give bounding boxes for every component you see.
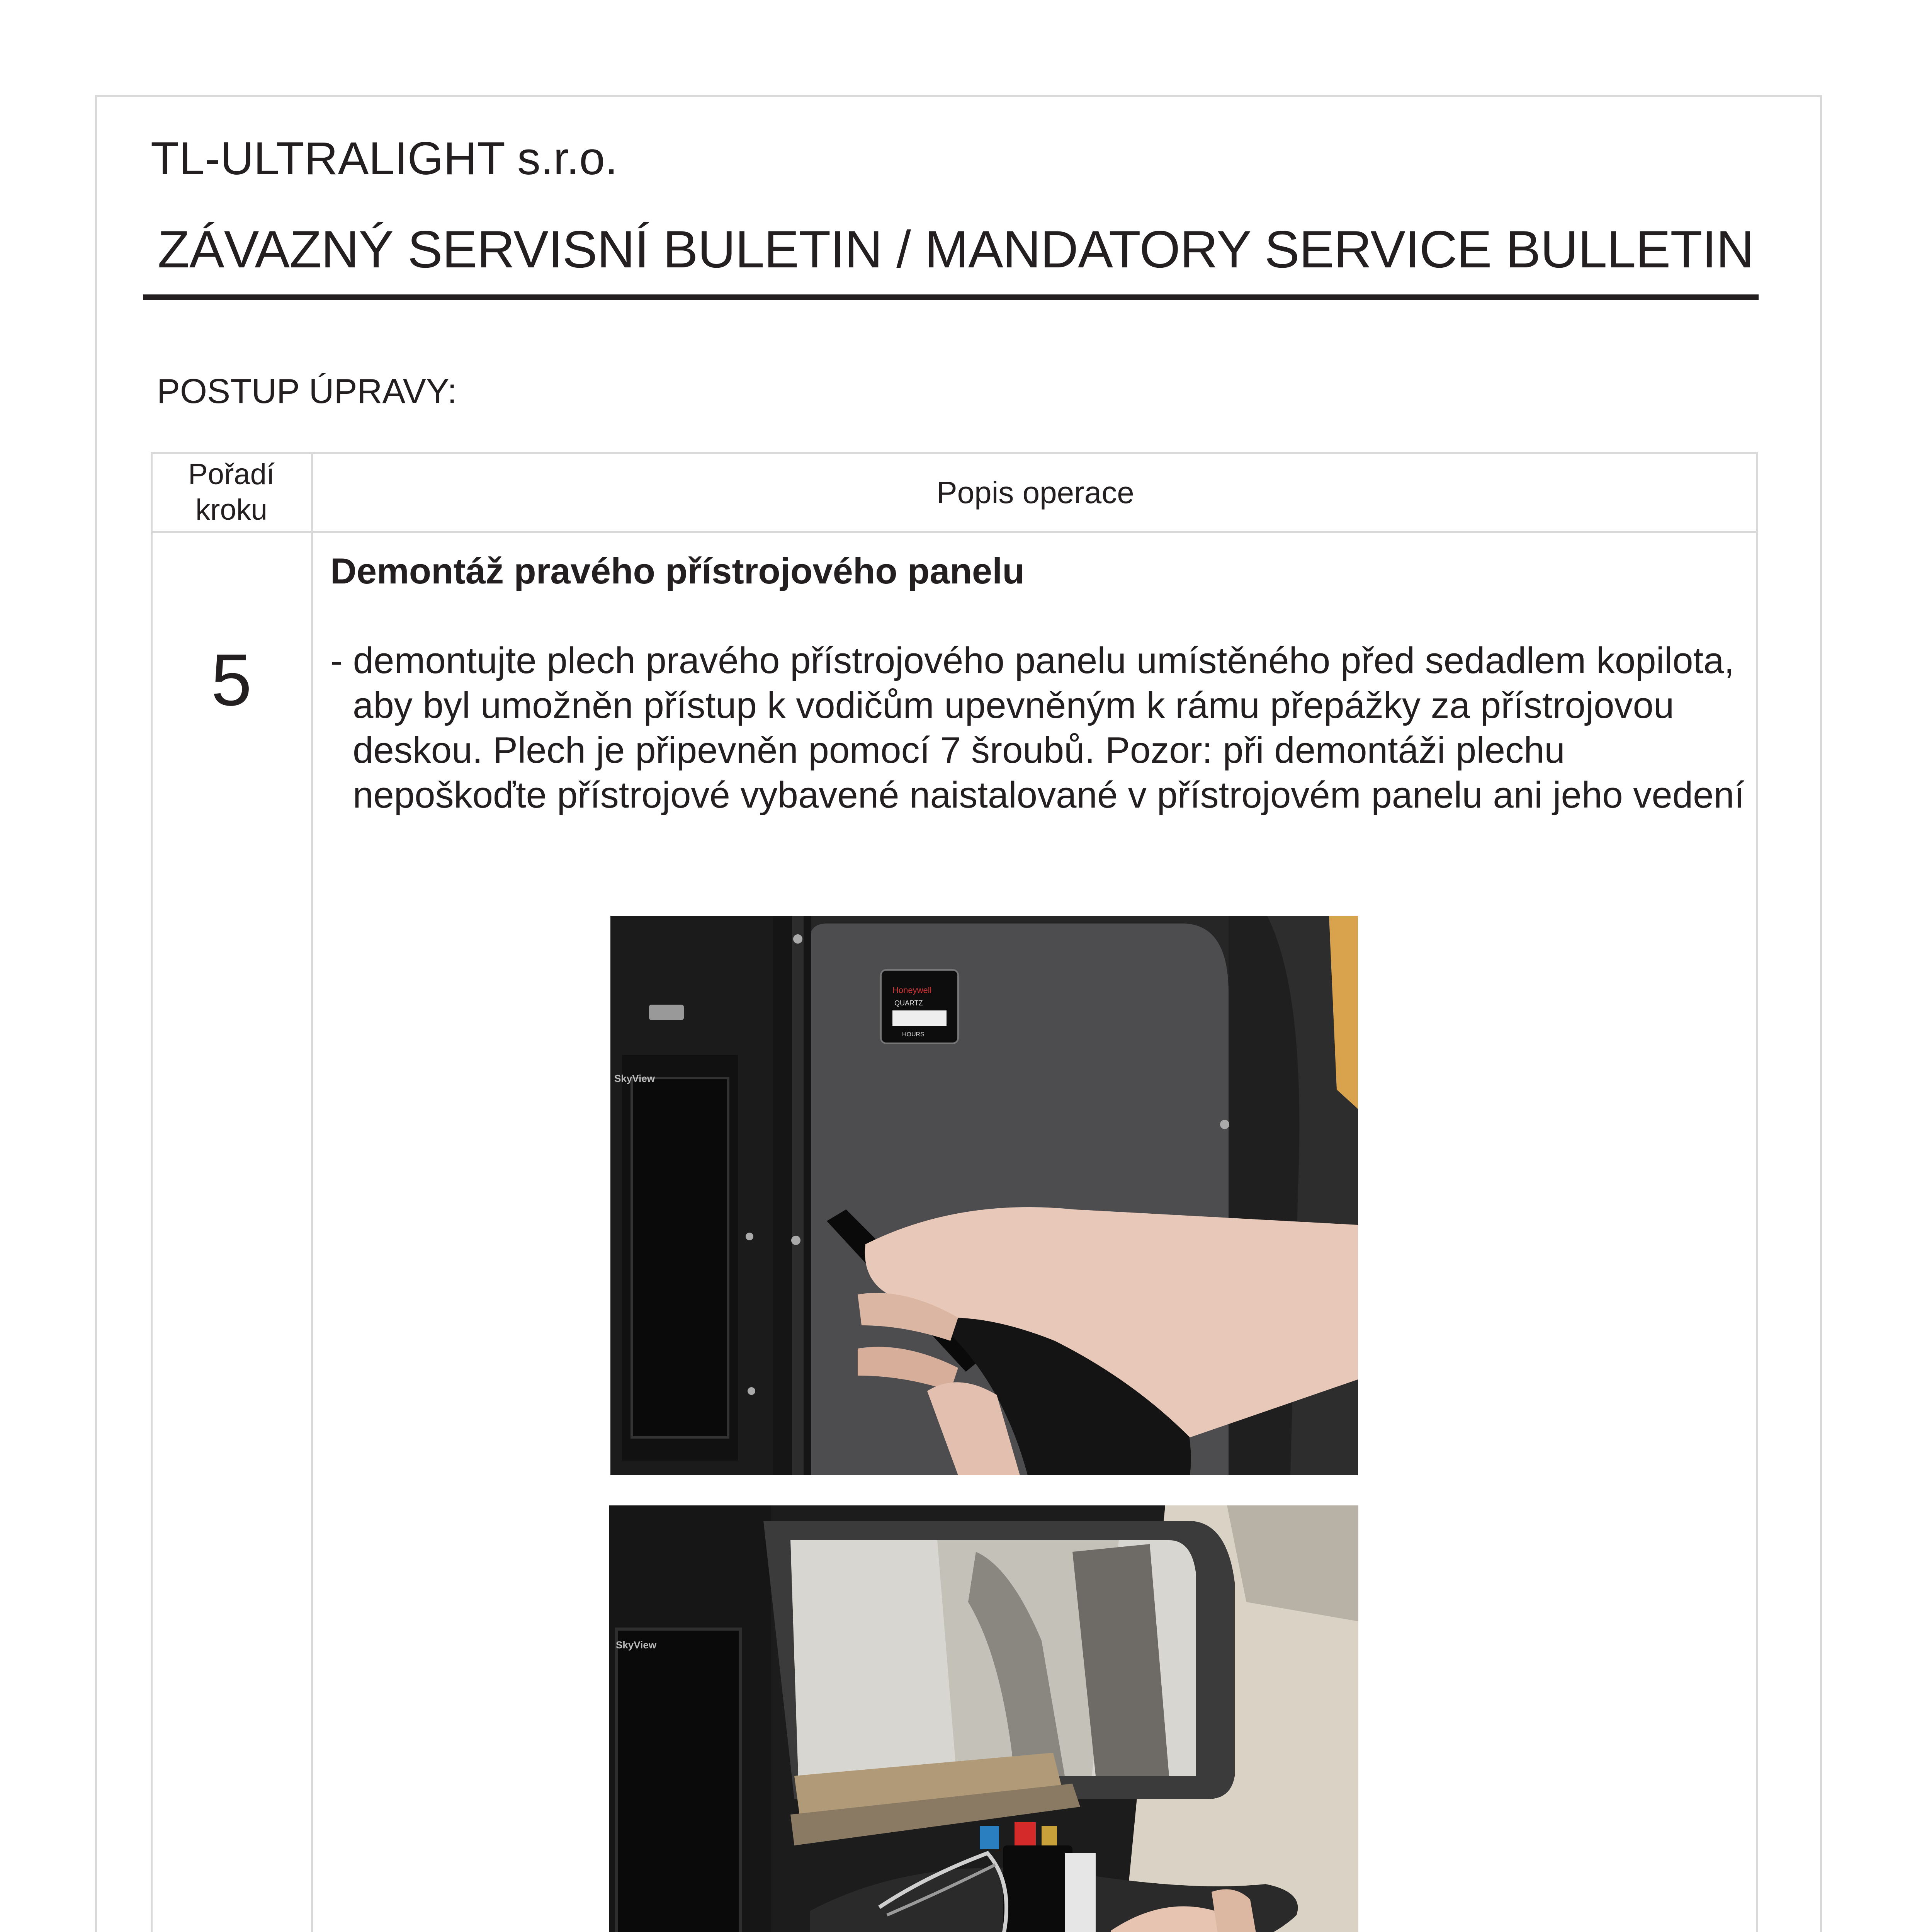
table-header-divider (151, 531, 1758, 533)
operation-text: - demontujte plech pravého přístrojového panelu umístěného před sedadlem kopilota, aby byl umožněn přístup k vodičům upevněným k rámu přepážky za přístrojovou deskou. Plech je připevněn pomocí 7 šroubů. Pozor: při demontáži plechu nepoškoďte přístrojové vybavené naistalované v přístrojovém panelu ani jeho vedení (330, 640, 1745, 816)
photo1-units-label: HOURS (902, 1031, 925, 1038)
photo1-meter-label: QUARTZ (894, 999, 923, 1007)
photo1-skyview-label: SkyView (614, 1073, 655, 1084)
bulletin-title: ZÁVAZNÝ SERVISNÍ BULETIN / MANDATORY SERVICE BULLETIN (158, 220, 1754, 279)
company-name: TL-ULTRALIGHT s.r.o. (151, 133, 618, 184)
step-number: 5 (211, 639, 252, 721)
photo-panel-screwdriver (610, 916, 1358, 1475)
operation-title: Demontáž pravého přístrojového panelu (330, 551, 1025, 591)
section-label: POSTUP ÚPRAVY: (157, 372, 457, 411)
photo-panel-removed (609, 1505, 1358, 1932)
header-rule (143, 294, 1759, 300)
column-header-step: Pořadí kroku (188, 458, 275, 526)
photo1-brand-label: Honeywell (892, 985, 932, 995)
column-header-description: Popis operace (936, 475, 1134, 510)
photo2-skyview-label: SkyView (616, 1639, 657, 1651)
